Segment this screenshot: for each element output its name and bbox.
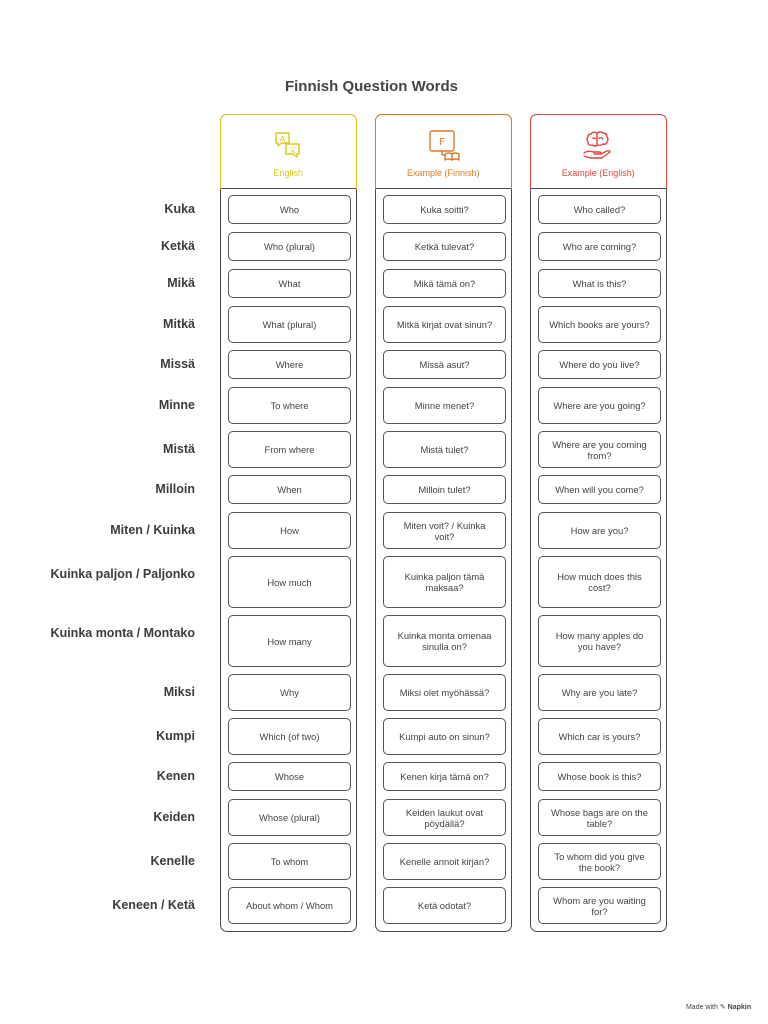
page-title: Finnish Question Words — [284, 78, 459, 95]
english-cell: How — [228, 512, 351, 549]
finnish-example-cell: Ketkä tulevat? — [383, 232, 506, 261]
svg-text:F: F — [439, 136, 446, 148]
english-cell: How much — [228, 556, 351, 608]
column-label-english: English — [273, 167, 303, 178]
row-label-finnish-word: Kuinka monta / Montako — [50, 626, 195, 640]
english-cell: From where — [228, 431, 351, 468]
finnish-example-cell: Mistä tulet? — [383, 431, 506, 468]
english-cell: Whose (plural) — [228, 799, 351, 836]
english-example-cell: Where are you coming from? — [538, 431, 661, 468]
finnish-example-cell: Kuinka paljon tämä maksaa? — [383, 556, 506, 608]
english-cell: How many — [228, 615, 351, 667]
footer-text: Made with — [685, 1004, 718, 1011]
row-label-finnish-word: Keneen / Ketä — [112, 898, 195, 912]
finnish-example-cell: Miksi olet myöhässä? — [383, 674, 506, 711]
english-example-cell: Why are you late? — [538, 674, 661, 711]
english-cell: To where — [228, 387, 351, 424]
english-cell: Which (of two) — [228, 718, 351, 755]
finnish-book-icon — [425, 127, 461, 163]
english-example-cell: How much does this cost? — [538, 556, 661, 608]
finnish-example-cell: Kenen kirja tämä on? — [383, 762, 506, 791]
row-label-finnish-word: Mikä — [167, 276, 195, 290]
row-label-finnish-word: Kenen — [156, 769, 195, 783]
english-example-cell: Where do you live? — [538, 350, 661, 379]
english-example-cell: Where are you going? — [538, 387, 661, 424]
english-cell: What — [228, 269, 351, 298]
row-label-finnish-word: Kumpi — [156, 729, 195, 743]
row-label-finnish-word: Milloin — [155, 482, 195, 496]
english-cell: When — [228, 475, 351, 504]
finnish-example-cell: Milloin tulet? — [383, 475, 506, 504]
finnish-example-cell: Missä asut? — [383, 350, 506, 379]
english-example-cell: Who called? — [538, 195, 661, 224]
english-cell: Whose — [228, 762, 351, 791]
column-divider — [376, 188, 511, 189]
finnish-example-cell: Mikä tämä on? — [383, 269, 506, 298]
english-cell: Who — [228, 195, 351, 224]
row-label-finnish-word: Kuinka paljon / Paljonko — [50, 567, 195, 581]
footer-brand: Napkin — [727, 1004, 751, 1011]
row-label-finnish-word: Mistä — [163, 442, 195, 456]
column-divider — [531, 188, 666, 189]
translate-icon — [270, 127, 306, 163]
finnish-example-cell: Miten voit? / Kuinka voit? — [383, 512, 506, 549]
english-cell: To whom — [228, 843, 351, 880]
finnish-example-cell: Kumpi auto on sinun? — [383, 718, 506, 755]
row-label-finnish-word: Miten / Kuinka — [110, 523, 195, 537]
row-label-finnish-word: Mitkä — [163, 317, 195, 331]
finnish-example-cell: Kuinka monta omenaa sinulla on? — [383, 615, 506, 667]
english-example-cell: Whose book is this? — [538, 762, 661, 791]
english-cell: What (plural) — [228, 306, 351, 343]
svg-text:文: 文 — [288, 145, 297, 155]
column-label-english-example: Example (English) — [561, 167, 635, 178]
finnish-example-cell: Minne menet? — [383, 387, 506, 424]
english-example-cell: Which car is yours? — [538, 718, 661, 755]
column-header-english — [220, 114, 357, 189]
finnish-example-cell: Mitkä kirjat ovat sinun? — [383, 306, 506, 343]
english-example-cell: Who are coming? — [538, 232, 661, 261]
finnish-example-cell: Kenelle annoit kirjan? — [383, 843, 506, 880]
column-label-finnish: Example (Finnish) — [406, 167, 480, 178]
row-label-finnish-word: Kuka — [164, 202, 195, 216]
english-example-cell: Which books are yours? — [538, 306, 661, 343]
row-label-finnish-word: Kenelle — [150, 854, 195, 868]
english-cell: Where — [228, 350, 351, 379]
english-example-cell: How many apples do you have? — [538, 615, 661, 667]
english-example-cell: When will you come? — [538, 475, 661, 504]
finnish-example-cell: Kuka soitti? — [383, 195, 506, 224]
english-cell: Why — [228, 674, 351, 711]
english-example-cell: Whom are you waiting for? — [538, 887, 661, 924]
row-label-finnish-word: Miksi — [163, 685, 195, 699]
finnish-example-cell: Ketä odotat? — [383, 887, 506, 924]
english-example-cell: To whom did you give the book? — [538, 843, 661, 880]
footer-credit — [686, 1003, 751, 1011]
brain-hand-icon — [580, 127, 616, 163]
column-divider — [221, 188, 356, 189]
svg-text:A: A — [279, 134, 286, 144]
row-label-finnish-word: Ketkä — [160, 239, 195, 253]
napkin-logo-icon: ✎ — [719, 1004, 726, 1011]
english-cell: Who (plural) — [228, 232, 351, 261]
column-header-english-example — [530, 114, 667, 189]
english-example-cell: How are you? — [538, 512, 661, 549]
english-example-cell: Whose bags are on the table? — [538, 799, 661, 836]
row-label-finnish-word: Minne — [158, 398, 195, 412]
finnish-example-cell: Keiden laukut ovat pöydällä? — [383, 799, 506, 836]
row-label-finnish-word: Missä — [160, 357, 195, 371]
english-example-cell: What is this? — [538, 269, 661, 298]
column-header-finnish — [375, 114, 512, 189]
english-cell: About whom / Whom — [228, 887, 351, 924]
row-label-finnish-word: Keiden — [153, 810, 195, 824]
